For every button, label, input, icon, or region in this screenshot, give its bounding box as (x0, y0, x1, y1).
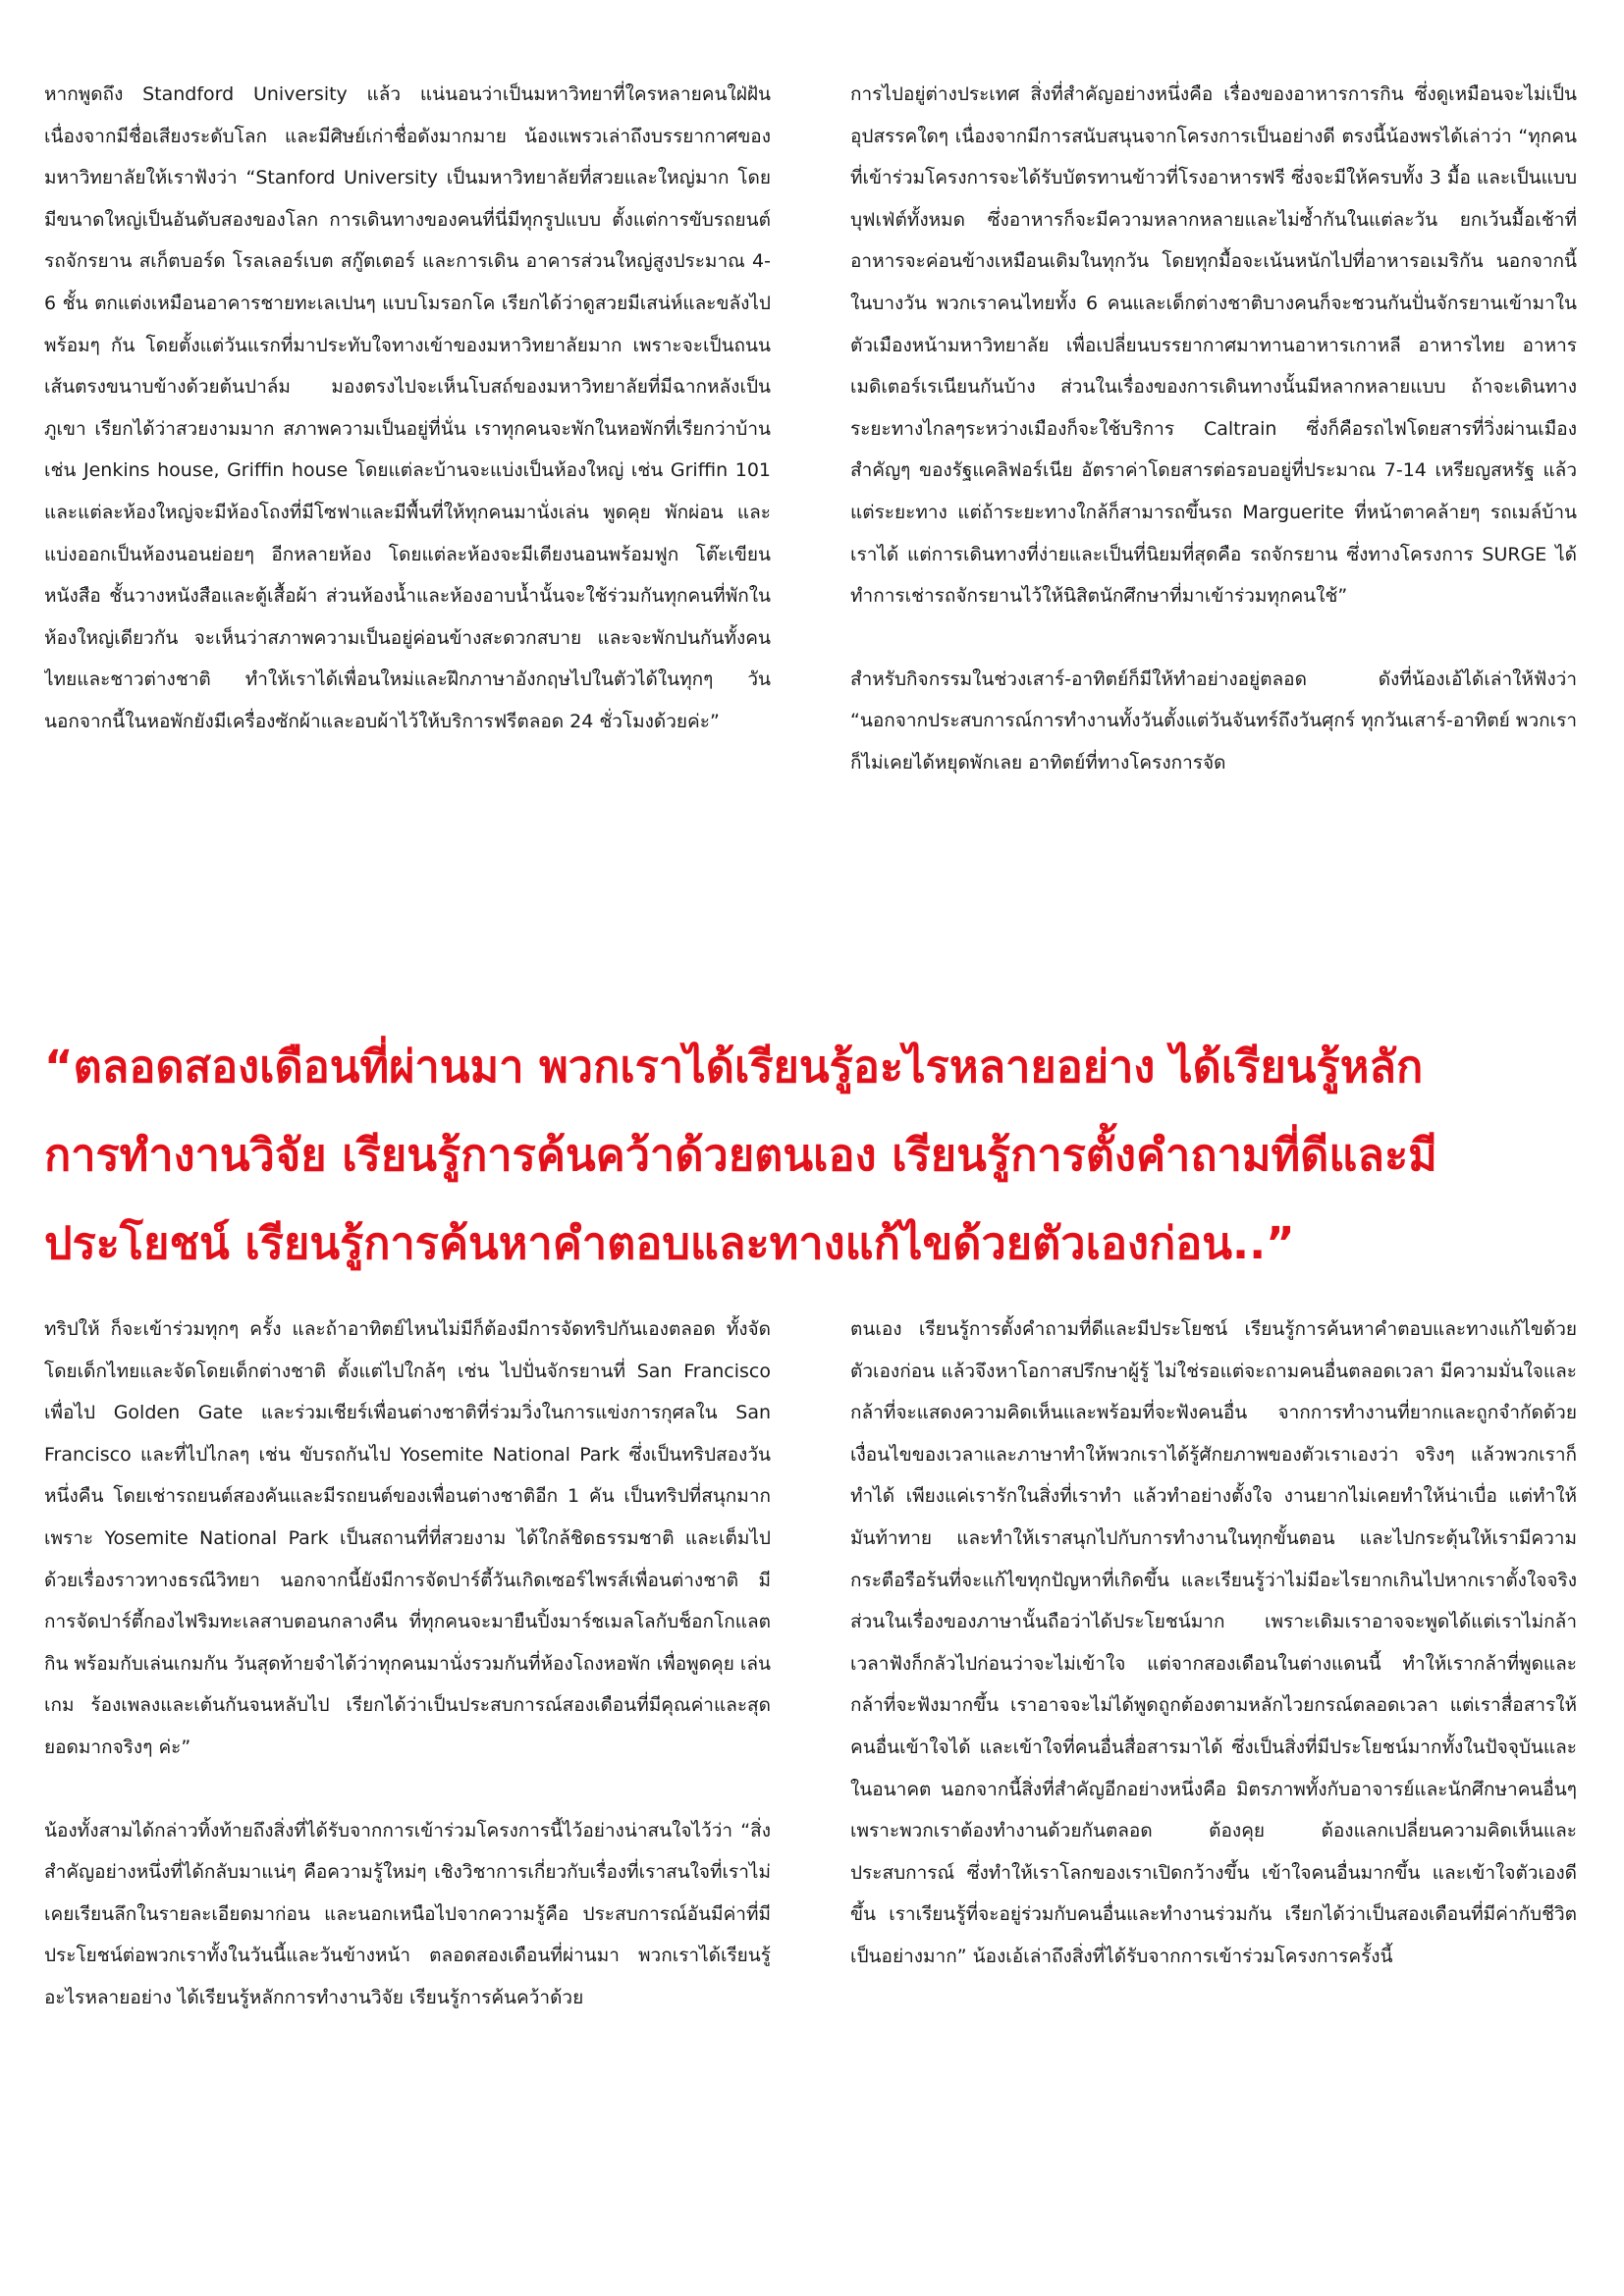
paragraph-stanford-campus: หากพูดถึง Standford University แล้ว แน่นอนว่าเป็นมหาวิทยาที่ใครหลายคนใฝ่ฝัน เนื่องจากมีชื่อเสียงระดับโลก และมีศิษย์เก่าชื่อดังมากมาย น้องแพรวเล่าถึงบรรยากาศของมหาวิทยาลัยให้เราฟังว่า “Stanford University เป็นมหาวิทยาลัยที่สวยและใหญ่มาก โดยมีขนาดใหญ่เป็นอันดับสองของโลก การเดินทางของคนที่นี่มีทุกรูปแบบ ตั้งแต่การขับรถยนต์ รถจักรยาน สเก็ตบอร์ด โรลเลอร์เบต สกู๊ตเตอร์ และการเดิน อาคารส่วนใหญ่สูงประมาณ 4-6 ชั้น ตกแต่งเหมือนอาคารชายทะเลเปนๆ แบบโมรอกโค เรียกได้ว่าดูสวยมีเสน่ห์และขลังไปพร้อมๆ กัน โดยตั้งแต่วันแรกที่มาประทับใจทางเข้าของมหาวิทยาลัยมาก เพราะจะเป็นถนนเส้นตรงขนาบข้างด้วยต้นปาล์ม มองตรงไปจะเห็นโบสถ์ของมหาวิทยาลัยที่มีฉากหลังเป็นภูเขา เรียกได้ว่าสวยงามมาก สภาพความเป็นอยู่ที่นั่น เราทุกคนจะพักในหอพักที่เรียกว่าบ้าน เช่น Jenkins house, Griffin house โดยแต่ละบ้านจะแบ่งเป็นห้องใหญ่ เช่น Griffin 101 และแต่ละห้องใหญ่จะมีห้องโถงที่มีโซฟาและมีพื้นที่ให้ทุกคนมานั่งเล่น พูดคุย พักผ่อน และแบ่งออกเป็นห้องนอนย่อยๆ อีกหลายห้อง โดยแต่ละห้องจะมีเตียงนอนพร้อมฟูก โต๊ะเขียนหนังสือ ชั้นวางหนังสือและตู้เสื้อผ้า ส่วนห้องน้ำและห้องอาบน้ำนั้นจะใช้ร่วมกันทุกคนที่พักในห้องใหญ่เดียวกัน จะเห็นว่าสภาพความเป็นอยู่ค่อนข้างสะดวกสบาย และจะพักปนกันทั้งคนไทยและชาวต่างชาติ ทำให้เราได้เพื่อนใหม่และฝึกภาษาอังกฤษไปในตัวได้ในทุกๆ วัน นอกจากนี้ในหอพักยังมีเครื่องซักผ้าและอบผ้าไว้ให้บริการฟรีตลอด 24 ชั่วโมงด้วยค่ะ” (44, 83, 771, 732)
article-column-bottom-right (850, 1308, 1577, 2270)
paragraph-trips: ทริปให้ ก็จะเข้าร่วมทุกๆ ครั้ง และถ้าอาทิตย์ไหนไม่มีก็ต้องมีการจัดทริปกันเองตลอด ทั้งจัดโดยเด็กไทยและจัดโดยเด็กต่างชาติ ตั้งแต่ไปใกล้ๆ เช่น ไปปั่นจักรยานที่ San Francisco เพื่อไป Golden Gate และร่วมเชียร์เพื่อนต่างชาติที่ร่วมวิ่งในการแข่งการกุศลใน San Francisco และที่ไปไกลๆ เช่น ขับรถกันไป Yosemite National Park ซึ่งเป็นทริปสองวันหนึ่งคืน โดยเช่ารถยนต์สองคันและมีรถยนต์ของเพื่อนต่างชาติอีก 1 คัน เป็นทริปที่สนุกมาก เพราะ Yosemite National Park เป็นสถานที่ที่สวยงาม ได้ใกล้ชิดธรรมชาติ และเต็มไปด้วยเรื่องราวทางธรณีวิทยา นอกจากนี้ยังมีการจัดปาร์ตี้วันเกิดเซอร์ไพรส์เพื่อนต่างชาติ มีการจัดปาร์ตี้กองไฟริมทะเลสาบตอนกลางคืน ที่ทุกคนจะมายืนปิ้งมาร์ชเมลโลกับช็อกโกแลตกิน พร้อมกับเล่นเกมกัน วันสุดท้ายจำได้ว่าทุกคนมานั่งรวมกันที่ห้องโถงหอพัก เพื่อพูดคุย เล่นเกม ร้องเพลงและเต้นกันจนหลับไป เรียกได้ว่าเป็นประสบการณ์สองเดือนที่มีคุณค่าและสุดยอดมากจริงๆ ค่ะ” (44, 1318, 771, 1758)
paragraph-closing-remarks: น้องทั้งสามได้กล่าวทิ้งท้ายถึงสิ่งที่ได้รับจากการเข้าร่วมโครงการนี้ไว้อย่างน่าสนใจไว้ว่า “สิ่งสำคัญอย่างหนึ่งที่ได้กลับมาแน่ๆ คือความรู้ใหม่ๆ เชิงวิชาการเกี่ยวกับเรื่องที่เราสนใจที่เราไม่เคยเรียนลึกในรายละเอียดมาก่อน และนอกเหนือไปจากความรู้คือ ประสบการณ์อันมีค่าที่มีประโยชน์ต่อพวกเราทั้งในวันนี้และวันข้างหน้า ตลอดสองเดือนที่ผ่านมา พวกเราได้เรียนรู้อะไรหลายอย่าง ได้เรียนรู้หลักการทำงานวิจัย เรียนรู้การค้นคว้าด้วย (44, 1819, 771, 2008)
article-column-top-left (44, 74, 771, 988)
paragraph-food-and-transport: การไปอยู่ต่างประเทศ สิ่งที่สำคัญอย่างหนึ่งคือ เรื่องของอาหารการกิน ซึ่งดูเหมือนจะไม่เป็นอุปสรรคใดๆ เนื่องจากมีการสนับสนุนจากโครงการเป็นอย่างดี ตรงนี้น้องพรได้เล่าว่า “ทุกคนที่เข้าร่วมโครงการจะได้รับบัตรทานข้าวที่โรงอาหารฟรี ซึ่งจะมีให้ครบทั้ง 3 มื้อ และเป็นแบบบุฟเฟ่ต์ทั้งหมด ซึ่งอาหารก็จะมีความหลากหลายและไม่ซ้ำกันในแต่ละวัน ยกเว้นมื้อเช้าที่อาหารจะค่อนข้างเหมือนเดิมในทุกวัน โดยทุกมื้อจะเน้นหนักไปที่อาหารอเมริกัน นอกจากนี้ในบางวัน พวกเราคนไทยทั้ง 6 คนและเด็กต่างชาติบางคนก็จะชวนกันปั่นจักรยานเข้ามาในตัวเมืองหน้ามหาวิทยาลัย เพื่อเปลี่ยนบรรยากาศมาทานอาหารเกาหลี อาหารไทย อาหารเมดิเตอร์เรเนียนกันบ้าง ส่วนในเรื่องของการเดินทางนั้นมีหลากหลายแบบ ถ้าจะเดินทางระยะทางไกลๆระหว่างเมืองก็จะใช้บริการ Caltrain ซึ่งก็คือรถไฟโดยสารที่วิ่งผ่านเมืองสำคัญๆ ของรัฐแคลิฟอร์เนีย อัตราค่าโดยสารต่อรอบอยู่ที่ประมาณ 7-14 เหรียญสหรัฐ แล้วแต่ระยะทาง แต่ถ้าระยะทางใกล้ก็สามารถขึ้นรถ Marguerite ที่หน้าตาคล้ายๆ รถเมล์บ้านเราได้ แต่การเดินทางที่ง่ายและเป็นที่นิยมที่สุดคือ รถจักรยาน ซึ่งทางโครงการ SURGE ได้ทำการเช่ารถจักรยานไว้ให้นิสิตนักศึกษาที่มาเข้าร่วมทุกคนใช้” (850, 83, 1577, 608)
paragraph-lessons-learned: ตนเอง เรียนรู้การตั้งคำถามที่ดีและมีประโยชน์ เรียนรู้การค้นหาคำตอบและทางแก้ไขด้วยตัวเองก่อน แล้วจึงหาโอกาสปรึกษาผู้รู้ ไม่ใช่รอแต่จะถามคนอื่นตลอดเวลา มีความมั่นใจและกล้าที่จะแสดงความคิดเห็นและพร้อมที่จะฟังคนอื่น จากการทำงานที่ยากและถูกจำกัดด้วยเงื่อนไขของเวลาและภาษาทำให้พวกเราได้รู้ศักยภาพของตัวเราเองว่า จริงๆ แล้วพวกเราก็ทำได้ เพียงแค่เรารักในสิ่งที่เราทำ แล้วทำอย่างตั้งใจ งานยากไม่เคยทำให้น่าเบื่อ แต่ทำให้มันท้าทาย และทำให้เราสนุกไปกับการทำงานในทุกขั้นตอน และไปกระตุ้นให้เรามีความกระตือรือร้นที่จะแก้ไขทุกปัญหาที่เกิดขึ้น และเรียนรู้ว่าไม่มีอะไรยากเกินไปหากเราตั้งใจจริง ส่วนในเรื่องของภาษานั้นถือว่าได้ประโยชน์มาก เพราะเดิมเราอาจจะพูดได้แต่เราไม่กล้า เวลาฟังก็กลัวไปก่อนว่าจะไม่เข้าใจ แต่จากสองเดือนในต่างแดนนี้ ทำให้เรากล้าที่พูดและกล้าที่จะฟังมากขึ้น เราอาจจะไม่ได้พูดถูกต้องตามหลักไวยกรณ์ตลอดเวลา แต่เราสื่อสารให้คนอื่นเข้าใจได้ และเข้าใจที่คนอื่นสื่อสารมาได้ ซึ่งเป็นสิ่งที่มีประโยชน์มากทั้งในปัจจุบันและในอนาคต นอกจากนี้สิ่งที่สำคัญอีกอย่างหนึ่งคือ มิตรภาพทั้งกับอาจารย์และนักศึกษาคนอื่นๆ เพราะพวกเราต้องทำงานด้วยกันตลอด ต้องคุย ต้องแลกเปลี่ยนความคิดเห็นและประสบการณ์ ซึ่งทำให้เราโลกของเราเปิดกว้างขึ้น เข้าใจคนอื่นมากขึ้น และเข้าใจตัวเองดีขึ้น เราเรียนรู้ที่จะอยู่ร่วมกับคนอื่นและทำงานร่วมกัน เรียกได้ว่าเป็นสองเดือนที่มีค่ากับชีวิตเป็นอย่างมาก” น้องเอ้เล่าถึงสิ่งที่ได้รับจากการเข้าร่วมโครงการครั้งนี้ (850, 1318, 1577, 1967)
article-column-top-right (850, 74, 1577, 988)
pull-quote: “ตลอดสองเดือนที่ผ่านมา พวกเราได้เรียนรู้อะไรหลายอย่าง ได้เรียนรู้หลัก การทำงานวิจัย เรียนรู้การค้นคว้าด้วยตนเอง เรียนรู้การตั้งคำถามที่ดีและมี ประโยชน์ เรียนรู้การค้นหาคำตอบและทางแก้ไขด้วยตัวเองก่อน..” (44, 1041, 1437, 1269)
paragraph-weekend-activities: สำหรับกิจกรรมในช่วงเสาร์-อาทิตย์ก็มีให้ทำอย่างอยู่ตลอด ดังที่น้องเอ้ได้เล่าให้ฟังว่า “นอกจากประสบการณ์การทำงานทั้งวันตั้งแต่วันจันทร์ถึงวันศุกร์ ทุกวันเสาร์-อาทิตย์ พวกเราก็ไม่เคยได้หยุดพักเลย อาทิตย์ที่ทางโครงการจัด (850, 667, 1577, 774)
article-column-bottom-left (44, 1308, 771, 2270)
